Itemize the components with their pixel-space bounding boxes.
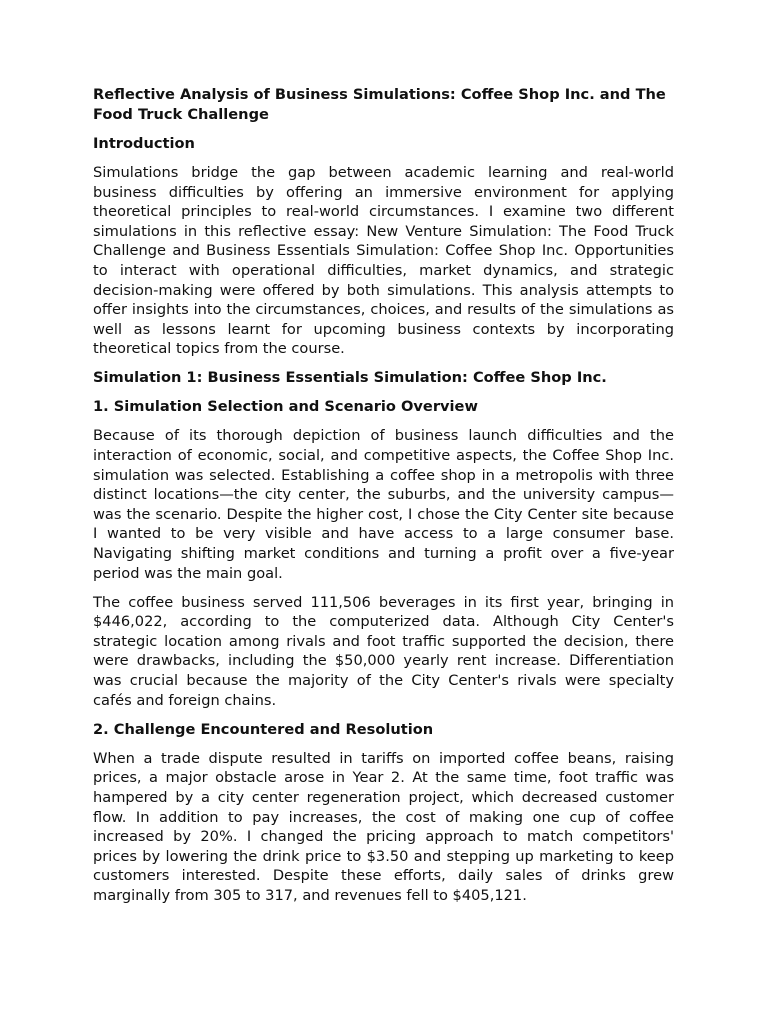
section-1-paragraph-1: Because of its thorough depiction of business launch difficulties and the interaction of economic, social, and competitive aspects, the Coffee Shop Inc. simulation was selected. Establishing a coffee shop in a metropolis with three distinct locations—the city center, the suburbs, and the university campus—was the scenario. Despite the higher cost, I chose the City Center site because I wanted to be very visible and have access to a large consumer base. Navigating shifting market conditions and turning a profit over a five-year period was the main goal. [93, 427, 674, 582]
section-2-paragraph: When a trade dispute resulted in tariffs on imported coffee beans, raising prices, a major obstacle arose in Year 2. At the same time, foot traffic was hampered by a city center regeneration project, which decreased customer flow. In addition to pay increases, the cost of making one cup of coffee increased by 20%. I changed the pricing approach to match competitors' prices by lowering the drink price to $3.50 and stepping up marketing to keep customers interested. Despite these efforts, daily sales of drinks grew marginally from 305 to 317, and revenues fell to $405,121. [93, 749, 674, 904]
simulation-1-heading: Simulation 1: Business Essentials Simulation: Coffee Shop Inc. [93, 369, 607, 387]
section-2-heading: 2. Challenge Encountered and Resolution [93, 720, 434, 738]
section-1-heading: 1. Simulation Selection and Scenario Overview [93, 398, 478, 416]
section-1-paragraph-2: The coffee business served 111,506 beverages in its first year, bringing in $446,022, according to the computerized data. Although City Center's strategic location among rivals and foot traffic supported the decision, there were drawbacks, including the $50,000 yearly rent increase. Differentiation was crucial because the majority of the City Center's rivals were specialty cafés and foreign chains. [93, 593, 674, 709]
introduction-paragraph: Simulations bridge the gap between academic learning and real-world business difficulties by offering an immersive environment for applying theoretical principles to real-world circumstances. I examine two different simulations in this reflective essay: New Venture Simulation: The Food Truck Challenge and Business Essentials Simulation: Coffee Shop Inc. Opportunities to interact with operational difficulties, market dynamics, and strategic decision-making were offered by both simulations. This analysis attempts to offer insights into the circumstances, choices, and results of the simulations as well as lessons learnt for upcoming business contexts by incorporating theoretical topics from the course. [93, 164, 674, 358]
introduction-heading: Introduction [93, 135, 195, 152]
document-page [93, 85, 674, 915]
document-title: Reflective Analysis of Business Simulations: Coffee Shop Inc. and The Food Truck Challenge [93, 86, 666, 123]
